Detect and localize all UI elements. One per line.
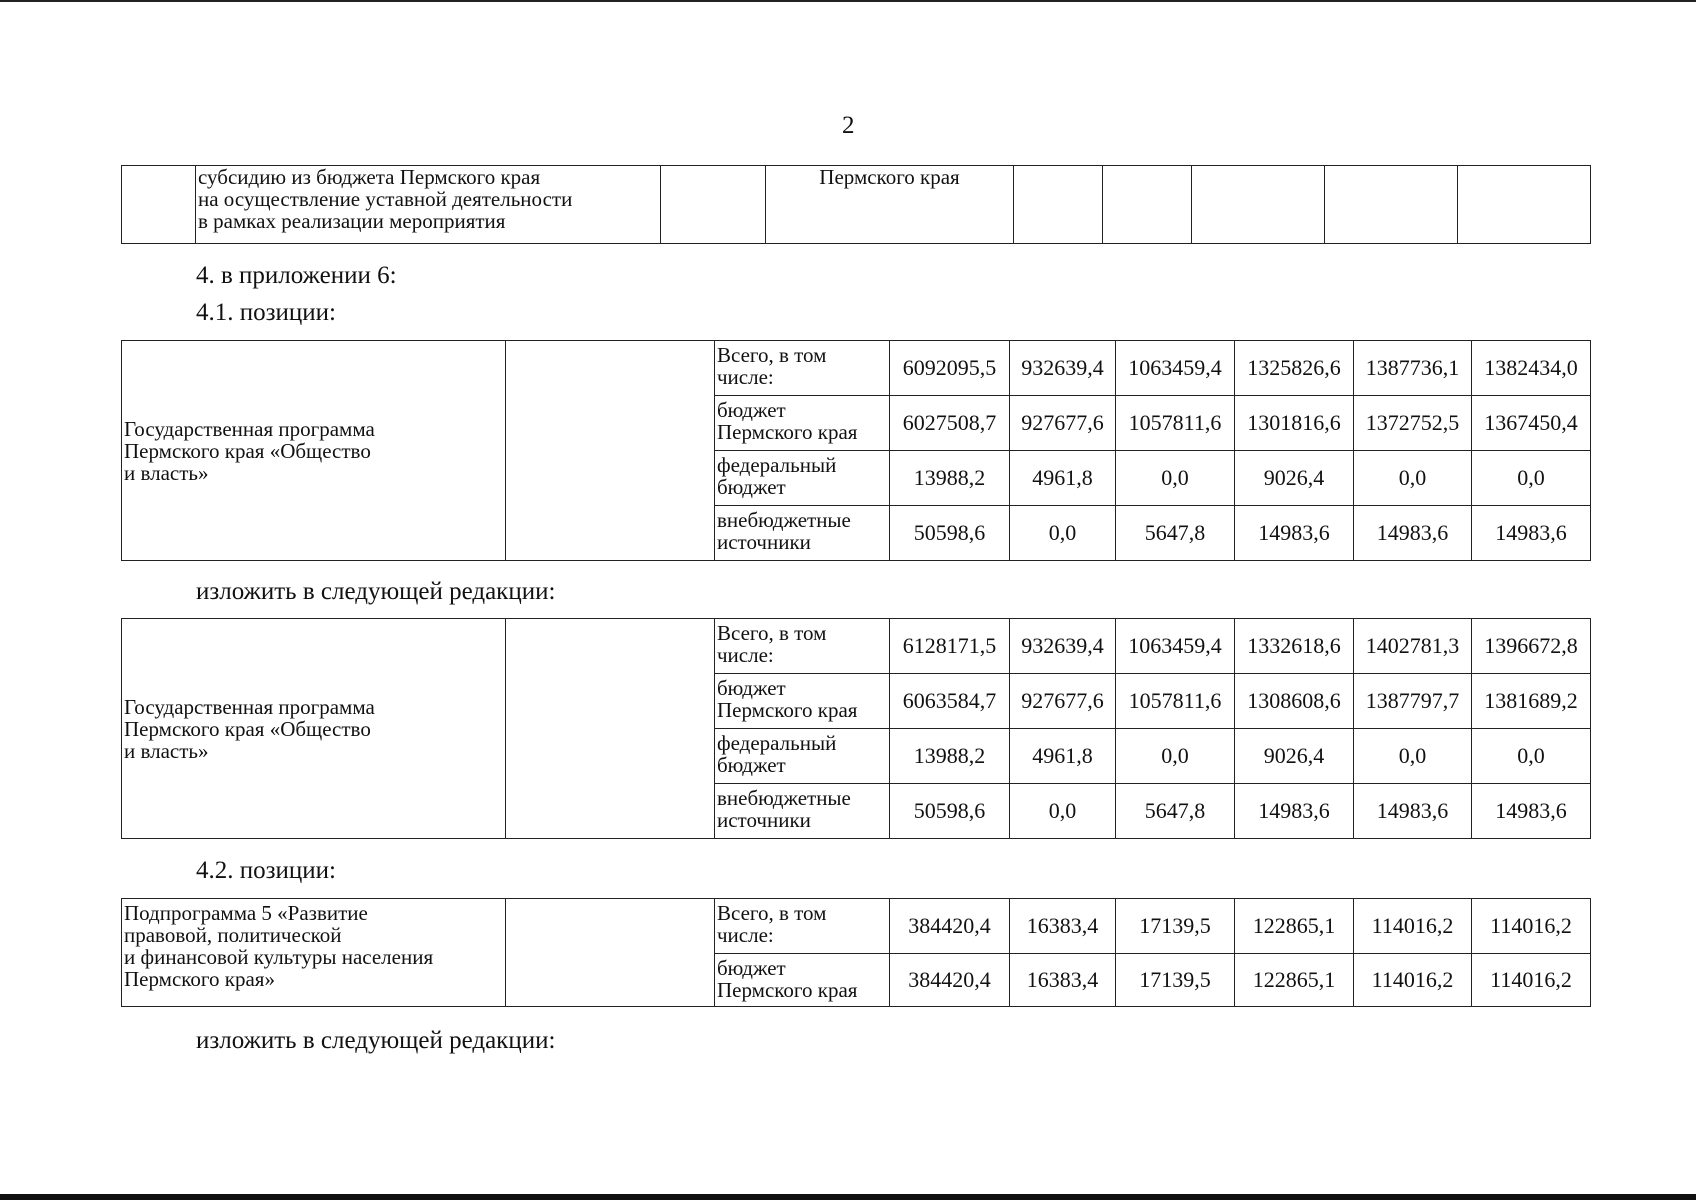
executor-cell bbox=[506, 341, 715, 561]
text-line: в рамках реализации мероприятия bbox=[198, 209, 506, 233]
value-cell: 932639,4 bbox=[1010, 341, 1116, 396]
value-cell: 1332618,6 bbox=[1235, 619, 1354, 674]
executor-cell bbox=[506, 899, 715, 1007]
value-cell: 1367450,4 bbox=[1472, 396, 1591, 451]
program-name-cell bbox=[122, 341, 506, 561]
value-cell: 1387797,7 bbox=[1354, 674, 1472, 729]
text-line: бюджет bbox=[717, 676, 786, 700]
source-cell bbox=[715, 784, 890, 839]
value-cell: 1057811,6 bbox=[1116, 396, 1235, 451]
text-line: Пермского края» bbox=[124, 967, 275, 991]
value-cell: 4961,8 bbox=[1010, 729, 1116, 784]
text-line: Подпрограмма 5 «Развитие bbox=[124, 901, 368, 925]
value-cell: 1387736,1 bbox=[1354, 341, 1472, 396]
value-cell: 14983,6 bbox=[1472, 506, 1591, 561]
value-cell: 9026,4 bbox=[1235, 451, 1354, 506]
executor-cell bbox=[506, 619, 715, 839]
text-line: бюджет bbox=[717, 956, 786, 980]
value-cell: 16383,4 bbox=[1010, 954, 1116, 1007]
source-cell bbox=[715, 674, 890, 729]
text-line: субсидию из бюджета Пермского края bbox=[198, 165, 541, 189]
text-line: Всего, в том bbox=[717, 901, 827, 925]
top-continuation-table bbox=[121, 165, 1591, 244]
value-cell: 0,0 bbox=[1010, 506, 1116, 561]
positions-4-2-table bbox=[121, 898, 1591, 1007]
program-name-cell bbox=[122, 619, 506, 839]
value-cell: 1402781,3 bbox=[1354, 619, 1472, 674]
page-number: 2 bbox=[842, 112, 855, 139]
value-cell: 14983,6 bbox=[1235, 784, 1354, 839]
value-cell: 6092095,5 bbox=[890, 341, 1010, 396]
text-line: числе: bbox=[717, 923, 774, 947]
text-line: бюджет bbox=[717, 475, 786, 499]
text-line: Всего, в том bbox=[717, 621, 827, 645]
value-cell: 14983,6 bbox=[1354, 784, 1472, 839]
value-cell: 384420,4 bbox=[890, 899, 1010, 954]
text-line: Государственная программа bbox=[124, 416, 375, 441]
table-cell bbox=[1325, 166, 1458, 244]
value-cell: 1396672,8 bbox=[1472, 619, 1591, 674]
value-cell: 114016,2 bbox=[1354, 954, 1472, 1007]
scan-bottom-edge bbox=[0, 1194, 1696, 1200]
value-cell: 6063584,7 bbox=[890, 674, 1010, 729]
source-cell bbox=[715, 954, 890, 1007]
source-cell bbox=[715, 341, 890, 396]
positions-4-2-heading: 4.2. позиции: bbox=[196, 857, 336, 884]
text-line: Всего, в том bbox=[717, 343, 827, 367]
text-line: и власть» bbox=[124, 738, 209, 763]
value-cell: 17139,5 bbox=[1116, 954, 1235, 1007]
measure-description-cell bbox=[196, 166, 661, 244]
text-line: федеральный bbox=[717, 731, 837, 755]
source-cell bbox=[715, 729, 890, 784]
value-cell: 5647,8 bbox=[1116, 506, 1235, 561]
value-cell: 1381689,2 bbox=[1472, 674, 1591, 729]
value-cell: 0,0 bbox=[1472, 729, 1591, 784]
text-line: Пермского края bbox=[717, 698, 858, 722]
source-cell bbox=[715, 451, 890, 506]
value-cell: 17139,5 bbox=[1116, 899, 1235, 954]
value-cell: 50598,6 bbox=[890, 784, 1010, 839]
text-line: бюджет bbox=[717, 398, 786, 422]
value-cell: 0,0 bbox=[1116, 451, 1235, 506]
value-cell: 1372752,5 bbox=[1354, 396, 1472, 451]
value-cell: 1301816,6 bbox=[1235, 396, 1354, 451]
value-cell: 1382434,0 bbox=[1472, 341, 1591, 396]
text-line: внебюджетные bbox=[717, 786, 851, 810]
value-cell: 384420,4 bbox=[890, 954, 1010, 1007]
text-line: источники bbox=[717, 530, 811, 554]
source-cell bbox=[715, 619, 890, 674]
value-cell: 1057811,6 bbox=[1116, 674, 1235, 729]
value-cell: 0,0 bbox=[1354, 451, 1472, 506]
source-cell bbox=[715, 899, 890, 954]
text-line: Пермского края «Общество bbox=[124, 716, 371, 741]
subprogram-name-cell bbox=[122, 899, 506, 1007]
text-line: и финансовой культуры населения bbox=[124, 945, 434, 969]
value-cell: 4961,8 bbox=[1010, 451, 1116, 506]
appendix-heading: 4. в приложении 6: bbox=[196, 262, 397, 289]
table-cell bbox=[1458, 166, 1591, 244]
value-cell: 9026,4 bbox=[1235, 729, 1354, 784]
value-cell: 1063459,4 bbox=[1116, 341, 1235, 396]
text-line: Пермского края bbox=[717, 420, 858, 444]
value-cell: 932639,4 bbox=[1010, 619, 1116, 674]
value-cell: 1308608,6 bbox=[1235, 674, 1354, 729]
positions-4-1-table bbox=[121, 340, 1591, 561]
new-edition-heading: изложить в следующей редакции: bbox=[196, 1027, 556, 1054]
value-cell: 13988,2 bbox=[890, 729, 1010, 784]
new-edition-heading: изложить в следующей редакции: bbox=[196, 578, 556, 605]
text-line: числе: bbox=[717, 643, 774, 667]
value-cell: 1325826,6 bbox=[1235, 341, 1354, 396]
value-cell: 114016,2 bbox=[1354, 899, 1472, 954]
text-line: правовой, политической bbox=[124, 923, 342, 947]
value-cell: 0,0 bbox=[1354, 729, 1472, 784]
text-line: источники bbox=[717, 808, 811, 832]
value-cell: 6027508,7 bbox=[890, 396, 1010, 451]
value-cell: 14983,6 bbox=[1235, 506, 1354, 561]
value-cell: 927677,6 bbox=[1010, 396, 1116, 451]
value-cell: 50598,6 bbox=[890, 506, 1010, 561]
table-cell bbox=[661, 166, 766, 244]
value-cell: 927677,6 bbox=[1010, 674, 1116, 729]
text-line: Пермского края bbox=[717, 978, 858, 1002]
value-cell: 14983,6 bbox=[1472, 784, 1591, 839]
positions-4-1-heading: 4.1. позиции: bbox=[196, 299, 336, 326]
value-cell: 0,0 bbox=[1010, 784, 1116, 839]
source-cell bbox=[715, 506, 890, 561]
value-cell: 0,0 bbox=[1116, 729, 1235, 784]
table-cell bbox=[122, 166, 196, 244]
table-cell bbox=[1014, 166, 1103, 244]
text-line: и власть» bbox=[124, 460, 209, 485]
source-cell: Пермского края bbox=[766, 166, 1014, 244]
value-cell: 122865,1 bbox=[1235, 954, 1354, 1007]
table-cell bbox=[1103, 166, 1192, 244]
value-cell: 14983,6 bbox=[1354, 506, 1472, 561]
table-cell bbox=[1192, 166, 1325, 244]
text-line: внебюджетные bbox=[717, 508, 851, 532]
text-line: числе: bbox=[717, 365, 774, 389]
text-line: на осуществление уставной деятельности bbox=[198, 187, 573, 211]
value-cell: 1063459,4 bbox=[1116, 619, 1235, 674]
value-cell: 122865,1 bbox=[1235, 899, 1354, 954]
value-cell: 6128171,5 bbox=[890, 619, 1010, 674]
value-cell: 5647,8 bbox=[1116, 784, 1235, 839]
source-cell bbox=[715, 396, 890, 451]
text-line: Пермского края «Общество bbox=[124, 438, 371, 463]
value-cell: 114016,2 bbox=[1472, 899, 1591, 954]
scan-top-edge bbox=[0, 0, 1696, 2]
value-cell: 16383,4 bbox=[1010, 899, 1116, 954]
value-cell: 114016,2 bbox=[1472, 954, 1591, 1007]
value-cell: 0,0 bbox=[1472, 451, 1591, 506]
text-line: бюджет bbox=[717, 753, 786, 777]
value-cell: 13988,2 bbox=[890, 451, 1010, 506]
positions-4-1-new-table bbox=[121, 618, 1591, 839]
text-line: федеральный bbox=[717, 453, 837, 477]
text-line: Государственная программа bbox=[124, 694, 375, 719]
